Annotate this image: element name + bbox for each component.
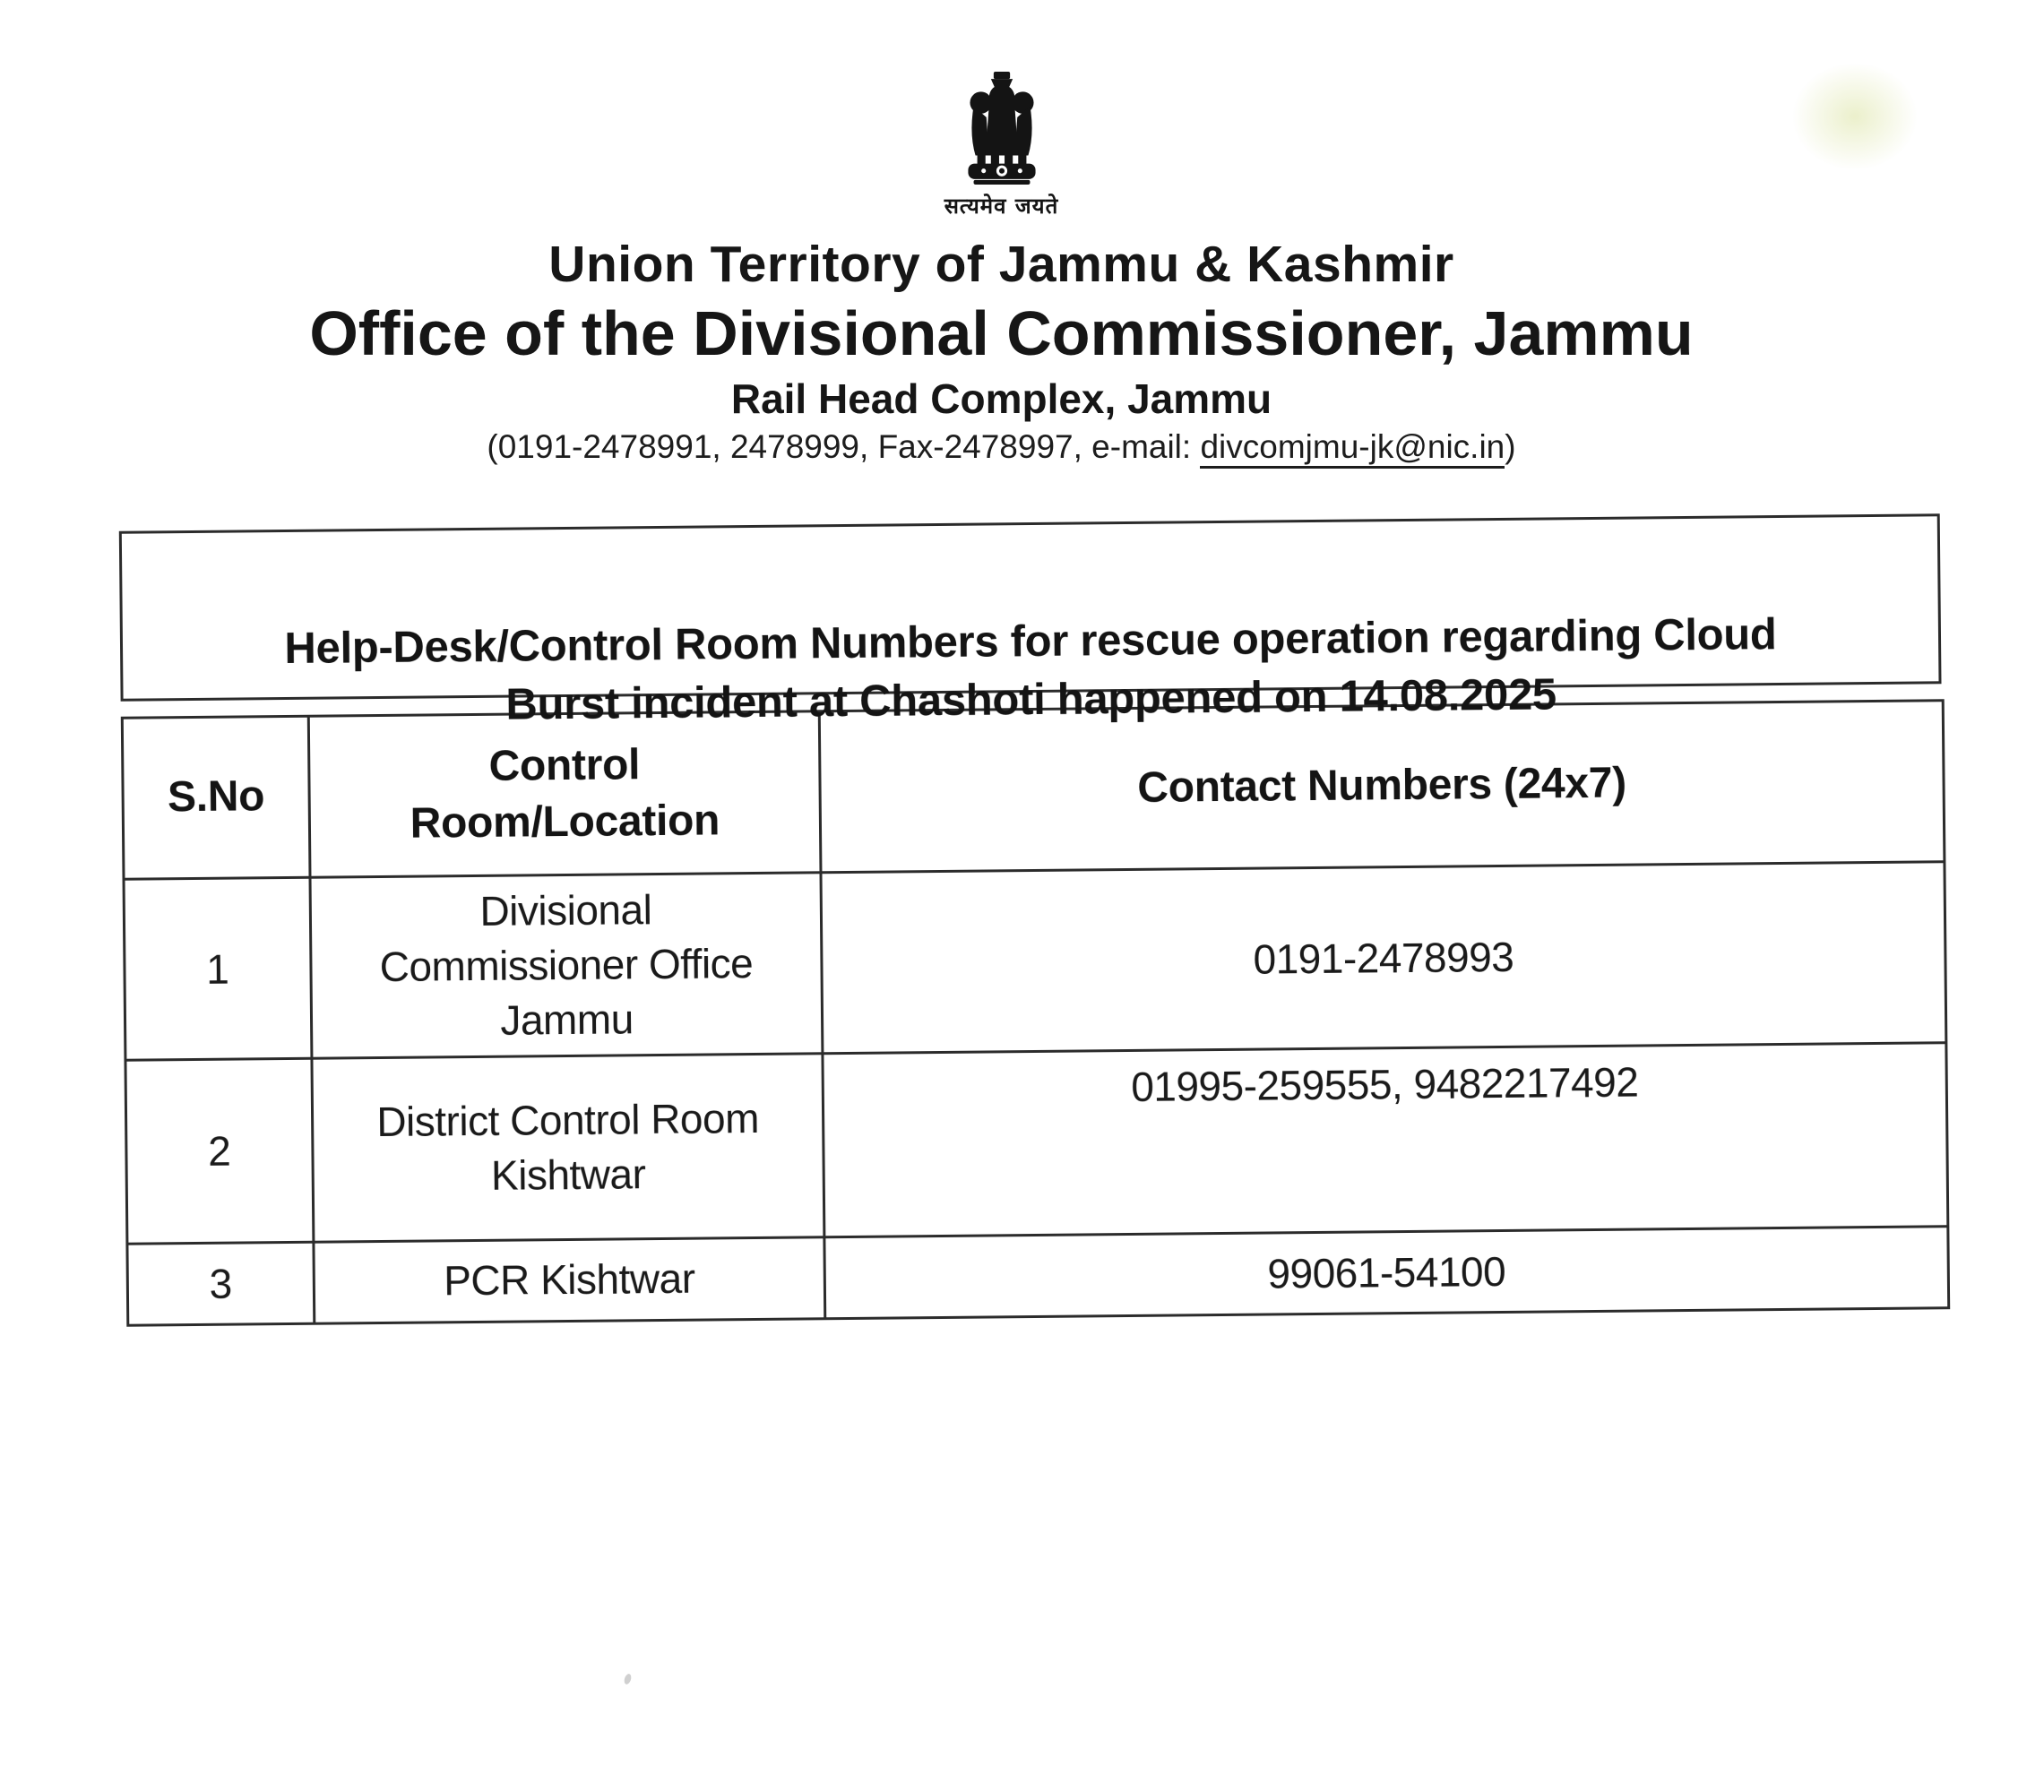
table-row [127, 1227, 1949, 1326]
row-contact-number: 99061-54100 [824, 1227, 1949, 1319]
table-row [125, 1043, 1948, 1244]
letterhead-office-title: Office of the Divisional Commissioner, Jammu [309, 298, 1694, 368]
row-location: PCR Kishtwar [314, 1237, 825, 1323]
emblem-motto: सत्यमेव जयते [944, 194, 1059, 219]
row-contact-number: 01995-259555, 9482217492 [823, 1043, 1948, 1237]
row-location: Divisional Commissioner Office Jammu [310, 873, 823, 1058]
control-room-contact-table [121, 699, 1950, 1327]
row-sno: 1 [124, 877, 312, 1060]
table-row [124, 862, 1946, 1060]
row-sno: 3 [127, 1242, 315, 1325]
letterhead-address: Rail Head Complex, Jammu [730, 375, 1272, 422]
letterhead-territory: Union Territory of Jammu & Kashmir [548, 236, 1454, 293]
letterhead-phone-fax: (0191-2478991, 2478999, Fax-2478997, e-mail: [487, 428, 1201, 465]
notice-title: Help-Desk/Control Room Numbers for rescue operation regarding Cloud Burst incident at Chashoti happened on 14.08.2025 [284, 609, 1777, 729]
india-national-emblem-icon [943, 70, 1061, 220]
letterhead-contact-close-paren: ) [1505, 428, 1516, 465]
letterhead-email: divcomjmu-jk@nic.in [1200, 428, 1505, 469]
header-sno: S.No [122, 716, 310, 879]
row-location: District Control Room Kishtwar [312, 1054, 824, 1242]
letterhead [0, 70, 2003, 466]
notice-body [119, 513, 1947, 1326]
row-contact-number: 0191-2478993 [821, 862, 1946, 1054]
header-location: Control Room/Location [308, 711, 821, 877]
letterhead-contact-line [0, 428, 2003, 466]
notice-title-box [119, 513, 1942, 729]
header-contact-numbers: Contact Numbers (24x7) [819, 701, 1945, 873]
lion-capital-icon [943, 70, 1061, 186]
scan-speck-artifact [623, 1673, 632, 1685]
row-sno: 2 [125, 1058, 314, 1244]
